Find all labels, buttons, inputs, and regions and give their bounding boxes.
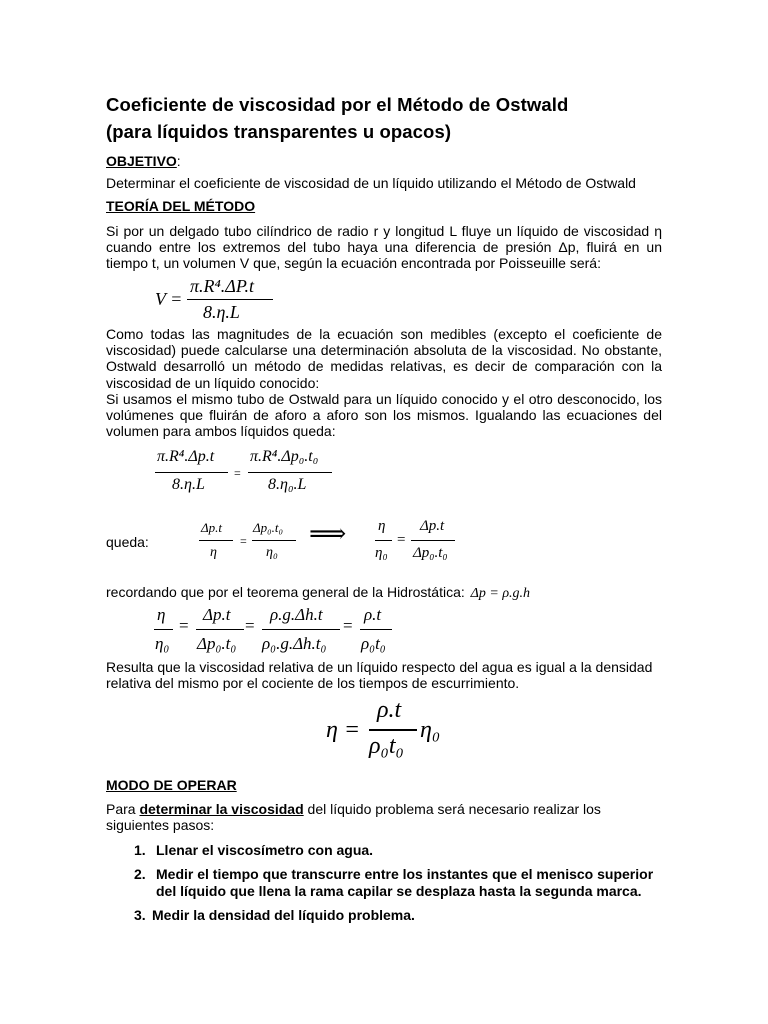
chain-f3-num: ρ.g.Δh.t bbox=[270, 605, 323, 624]
queda-left-num: Δp.t bbox=[201, 520, 222, 535]
chain-f1-bar bbox=[154, 629, 173, 630]
equal-flow-left-den: 8.η.L bbox=[172, 476, 205, 493]
equal-flow-right-bar bbox=[248, 472, 332, 473]
queda-right-equals: = bbox=[397, 532, 406, 548]
chain-f2-bar bbox=[196, 629, 244, 630]
chain-f4-num: ρ.t bbox=[364, 605, 382, 624]
poiseuille-denominator: 8.η.L bbox=[203, 302, 240, 322]
chain-eq-2: = bbox=[245, 616, 255, 635]
modo-heading: MODO DE OPERAR bbox=[106, 777, 237, 793]
chain-f2-num: Δp.t bbox=[203, 605, 231, 624]
queda-right-bar2 bbox=[411, 540, 455, 541]
chain-f4-bar bbox=[360, 629, 392, 630]
chain-f4-den: ρ₀t₀ bbox=[361, 634, 386, 653]
modo-intro-bold: determinar la viscosidad bbox=[139, 801, 304, 817]
step-3-number: 3. bbox=[134, 907, 146, 923]
teoria-paragraph-1: Si por un delgado tubo cilíndrico de radio r y longitud L fluye un líquido de viscosidad η cuando entre los extremos del tubo haya una diferencia de presión Δp, fluirá en un tiempo t, un volumen V que, según la ecuación encontrada por Poisseuille será: bbox=[106, 223, 662, 272]
final-denominator: ρ₀t₀ bbox=[369, 733, 404, 759]
equal-flow-equals: = bbox=[234, 466, 241, 480]
chain-f1-num: η bbox=[157, 605, 166, 624]
equal-flow-left-num: π.R⁴.Δp.t bbox=[157, 448, 215, 465]
queda-left-equals: = bbox=[240, 534, 247, 548]
final-lhs: η = bbox=[326, 717, 361, 743]
objetivo-colon: : bbox=[176, 153, 181, 169]
teoria-paragraph-2: Como todas las magnitudes de la ecuación son medibles (excepto el coeficiente de viscosidad) puede calcularse una determinación absoluta de la viscosidad. No obstante, Ostwald desarrolló un método de medidas relativas, es decir de comparación con la viscosidad de un líquido conocido: bbox=[106, 326, 662, 391]
objetivo-heading-line bbox=[106, 153, 181, 169]
equal-flow-right-num: π.R⁴.Δp₀.t₀ bbox=[250, 448, 319, 465]
resulta-paragraph: Resulta que la viscosidad relativa de un líquido respecto del agua es igual a la densidad relativa del mismo por el cociente de los tiempos de escurrimiento. bbox=[106, 659, 653, 692]
poiseuille-lhs: V = bbox=[155, 289, 183, 309]
queda-left-bar bbox=[199, 540, 233, 541]
queda-left-bar2 bbox=[252, 540, 296, 541]
queda-left-num2: Δp₀.t₀ bbox=[253, 520, 284, 535]
objetivo-text: Determinar el coeficiente de viscosidad de un líquido utilizando el Método de Ostwald bbox=[106, 175, 636, 191]
objetivo-heading: OBJETIVO bbox=[106, 153, 177, 169]
hydrostatic-formula: Δp = ρ.g.h bbox=[470, 586, 531, 601]
step-1-text: Llenar el viscosímetro con agua. bbox=[156, 842, 374, 858]
chain-f3-den: ρ₀.g.Δh.t₀ bbox=[262, 634, 327, 653]
chain-eq-1: = bbox=[179, 616, 189, 635]
final-rhs: η₀ bbox=[420, 717, 441, 743]
queda-right-den: η₀ bbox=[375, 545, 388, 561]
step-3-text: Medir la densidad del líquido problema. bbox=[152, 907, 415, 923]
modo-intro bbox=[106, 801, 662, 833]
page-subtitle: (para líquidos transparentes u opacos) bbox=[106, 121, 452, 142]
poiseuille-fraction-bar bbox=[187, 299, 273, 300]
queda-left-den2: η₀ bbox=[266, 545, 278, 560]
modo-intro-before: Para bbox=[106, 801, 136, 817]
step-1-number: 1. bbox=[134, 842, 146, 858]
recordando-text bbox=[106, 584, 530, 602]
step-2-text: Medir el tiempo que transcurre entre los instantes que el menisco superior del líquido que llena la rama capilar se desplaza hasta la segunda marca. bbox=[156, 866, 654, 899]
final-numerator: ρ.t bbox=[377, 697, 402, 723]
queda-right-bar bbox=[375, 540, 392, 541]
queda-left-den: η bbox=[210, 545, 217, 560]
implies-arrow-icon: ⟹ bbox=[309, 519, 347, 548]
queda-label: queda: bbox=[106, 534, 149, 550]
poiseuille-numerator: π.R⁴.ΔP.t bbox=[190, 276, 255, 296]
equal-flow-right-den: 8.η₀.L bbox=[268, 476, 307, 493]
chain-f2-den: Δp₀.t₀ bbox=[197, 634, 237, 653]
modo-intro-after: del líquido problema será necesario realizar los siguientes pasos: bbox=[106, 801, 601, 834]
teoria-paragraph-3: Si usamos el mismo tubo de Ostwald para un líquido conocido y el otro desconocido, los volúmenes que fluirán de aforo a aforo son los mismos. Igualando las ecuaciones del volumen para ambos líquidos queda: bbox=[106, 391, 662, 440]
chain-f1-den: η₀ bbox=[155, 634, 170, 653]
chain-eq-3: = bbox=[343, 616, 353, 635]
final-fraction-bar bbox=[369, 729, 417, 731]
queda-right-num: η bbox=[378, 518, 386, 534]
step-2-number: 2. bbox=[134, 866, 146, 882]
equal-flow-left-bar bbox=[155, 472, 228, 473]
recordando-sentence: recordando que por el teorema general de la Hidrostática: bbox=[106, 584, 465, 600]
queda-right-num2: Δp.t bbox=[420, 518, 445, 534]
queda-right-den2: Δp₀.t₀ bbox=[413, 545, 448, 561]
chain-f3-bar bbox=[262, 629, 340, 630]
page-title: Coeficiente de viscosidad por el Método de Ostwald bbox=[106, 94, 569, 115]
teoria-heading: TEORÍA DEL MÉTODO bbox=[106, 198, 256, 214]
